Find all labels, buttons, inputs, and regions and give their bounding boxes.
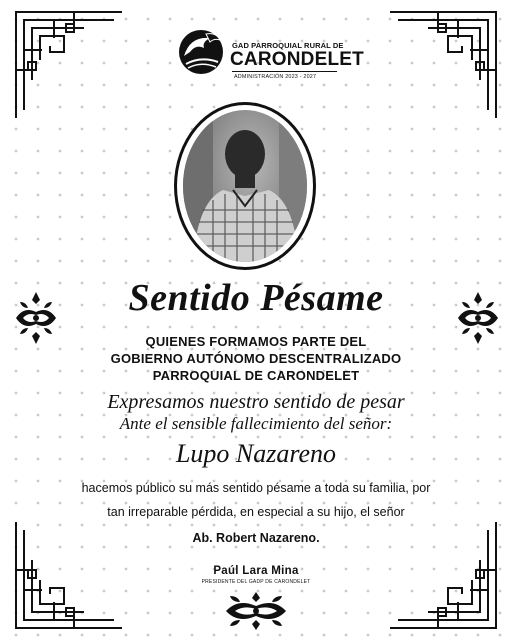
- condolence-expression: Expresamos nuestro sentido de pesar: [107, 391, 405, 413]
- org-logo-block: [176, 24, 364, 84]
- org-name: CARONDELET: [230, 49, 364, 70]
- org-administration: ADMINISTRACIÓN 2023 - 2027: [234, 74, 317, 80]
- institution-line: PARROQUIAL DE CARONDELET: [152, 368, 360, 383]
- corner-ornament-top-left: [14, 10, 124, 120]
- org-subtitle: GAD PARROQUIAL RURAL DE: [232, 41, 344, 50]
- son-name: Ab. Robert Nazareno.: [192, 531, 320, 545]
- deceased-name: Lupo Nazareno: [175, 439, 337, 468]
- page-title: Sentido Pésame: [128, 277, 384, 319]
- body-text-line: hacemos público su más sentido pésame a toda su familia, por: [81, 481, 431, 495]
- signer-role: PRESIDENTE DEL GADP DE CARONDELET: [201, 579, 311, 585]
- body-text-line: tan irreparable pérdida, en especial a su hijo, el señor: [107, 505, 405, 519]
- portrait-photo: [183, 110, 307, 262]
- org-divider: [232, 71, 337, 72]
- institution-line: QUIENES FORMAMOS PARTE DEL: [145, 334, 367, 349]
- corner-ornament-top-right: [388, 10, 498, 120]
- condolence-expression: Ante el sensible fallecimiento del señor:: [119, 414, 393, 433]
- bird-logo-icon: [176, 26, 226, 76]
- institution-line: GOBIERNO AUTÓNOMO DESCENTRALIZADO: [110, 351, 402, 366]
- signer-name: Paúl Lara Mina: [213, 565, 299, 577]
- damask-ornament-bottom: [222, 590, 290, 632]
